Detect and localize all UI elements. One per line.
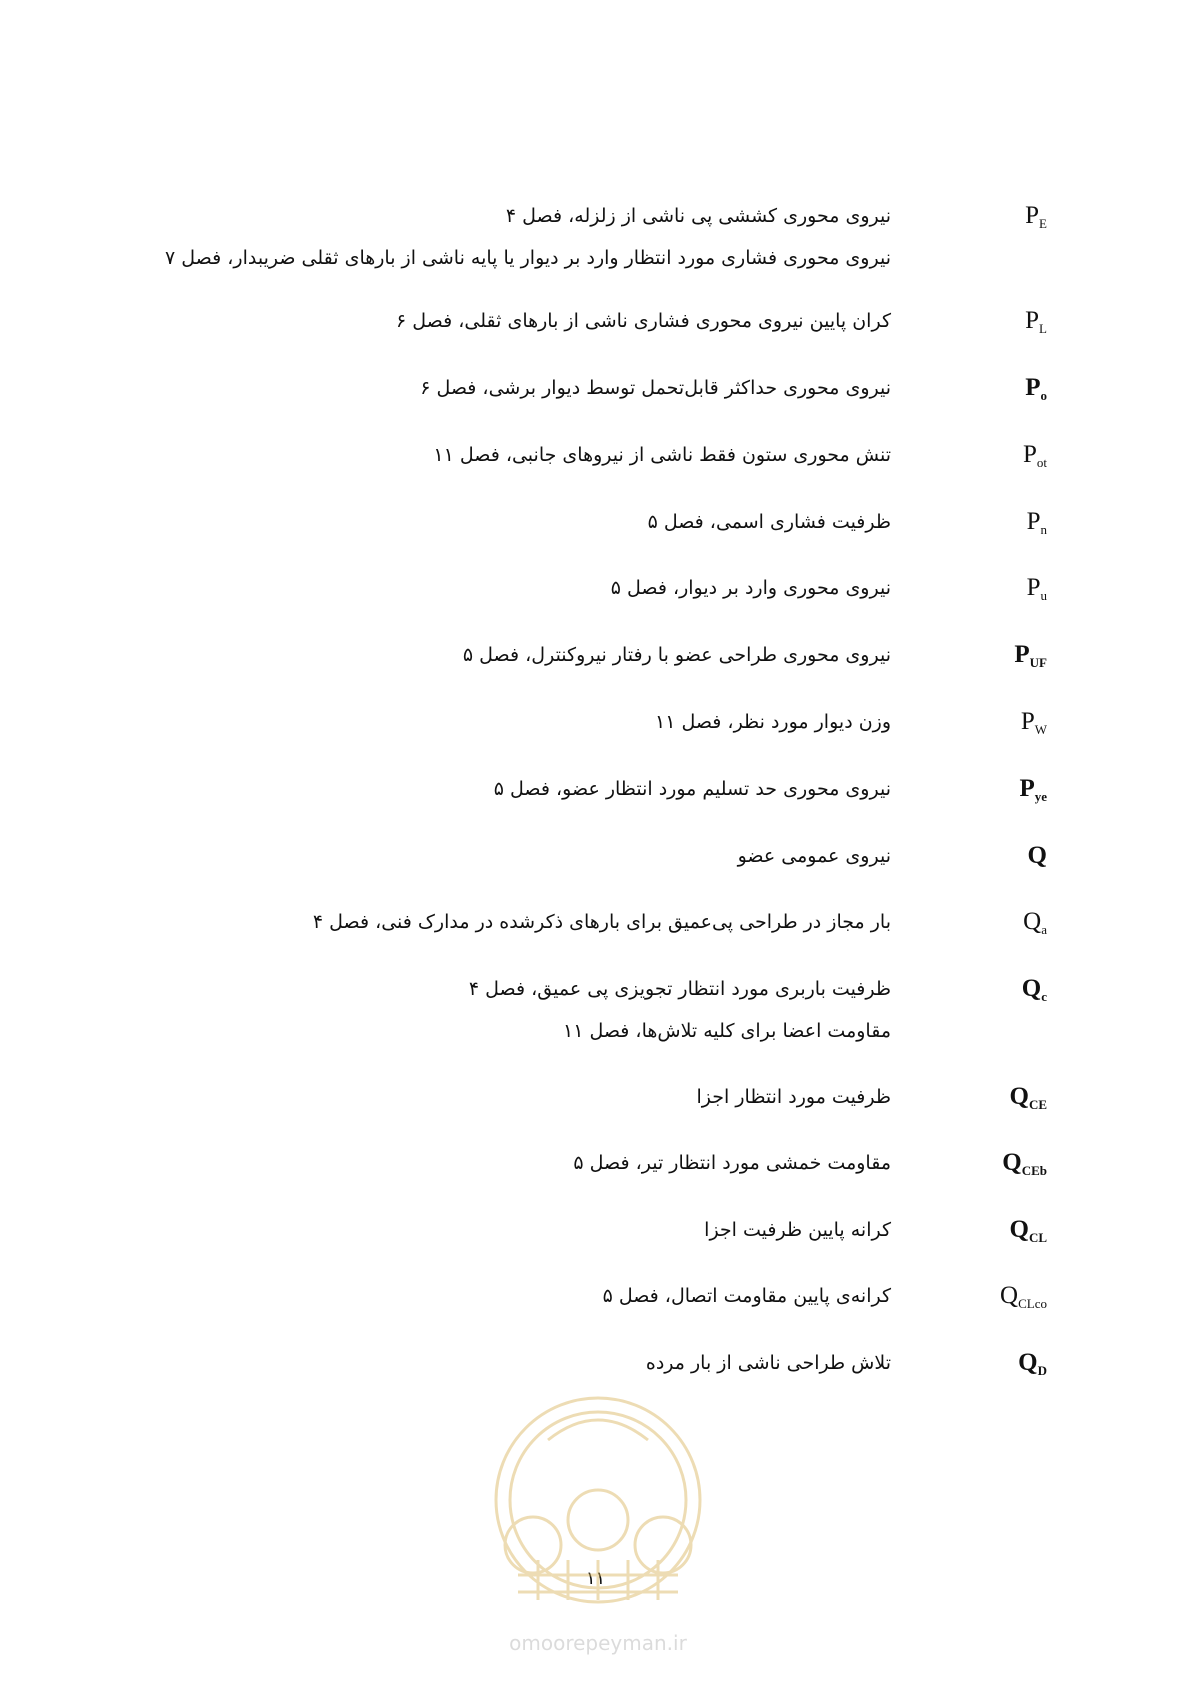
symbol-subscript: W	[1034, 722, 1047, 737]
symbol-subscript: E	[1039, 216, 1047, 231]
symbol-base: Q	[1021, 975, 1042, 1002]
symbol-description: نیروی محوری کششی پی ناشی از زلزله، فصل ۴	[505, 205, 891, 227]
symbol	[927, 769, 1047, 809]
symbol-subscript: o	[1040, 388, 1047, 403]
watermark-seal	[478, 1360, 718, 1660]
symbol-subscript: n	[1040, 522, 1047, 537]
symbol-base: Q	[1018, 1349, 1038, 1376]
symbol-base: P	[1020, 708, 1035, 735]
symbol-entry	[0, 836, 1191, 876]
symbol-base: P	[1022, 441, 1037, 468]
symbol-base: Q	[1000, 1282, 1019, 1309]
symbol-subscript: ye	[1034, 789, 1047, 804]
page-number: ۱۱	[585, 1568, 606, 1588]
symbol-entry	[0, 435, 1191, 475]
symbol	[927, 301, 1047, 341]
symbol-description: نیروی محوری فشاری مورد انتظار وارد بر دیوار یا پایه ناشی از بارهای ثقلی ضریبدار، فصل ۷	[165, 247, 891, 269]
symbol	[927, 1077, 1047, 1117]
symbol-subscript: CEb	[1021, 1163, 1047, 1178]
symbol-description: مقاومت خمشی مورد انتظار تیر، فصل ۵	[573, 1152, 891, 1174]
symbol-entry	[0, 568, 1191, 608]
symbol	[927, 568, 1047, 608]
symbol	[927, 1276, 1047, 1316]
symbol-description: کرانه‌ی پایین مقاومت اتصال، فصل ۵	[602, 1285, 891, 1307]
symbol-base: P	[1025, 374, 1041, 401]
symbol-entry	[0, 769, 1191, 809]
symbol-subscript: ot	[1036, 455, 1047, 470]
symbol-description: ظرفیت باربری مورد انتظار تجویزی پی عمیق، فصل ۴	[468, 978, 891, 1000]
watermark-text: omoorepeyman.ir	[509, 1631, 687, 1655]
symbol	[927, 969, 1047, 1009]
symbol-description: وزن دیوار مورد نظر، فصل ۱۱	[654, 711, 891, 733]
symbol-subscript: L	[1039, 321, 1047, 336]
symbol-description: تلاش طراحی ناشی از بار مرده	[645, 1352, 891, 1374]
symbol-entry	[0, 1210, 1191, 1250]
symbol-base: P	[1019, 775, 1035, 802]
symbol-entry	[0, 1077, 1191, 1117]
symbol	[927, 502, 1047, 542]
symbol-entry	[0, 1276, 1191, 1316]
symbol-subscript: D	[1037, 1363, 1047, 1378]
symbol-subscript: CL	[1028, 1230, 1047, 1245]
symbol	[927, 902, 1047, 942]
symbol	[927, 1210, 1047, 1250]
symbol-base: P	[1026, 574, 1041, 601]
symbol	[927, 836, 1047, 876]
symbol-entry	[0, 502, 1191, 542]
symbol-entry	[0, 196, 1191, 269]
symbol-description: کرانه پایین ظرفیت اجزا	[704, 1219, 891, 1241]
symbol-base: Q	[1009, 1216, 1029, 1243]
symbol-description: کران پایین نیروی محوری فشاری ناشی از بارهای ثقلی، فصل ۶	[396, 310, 891, 332]
symbol	[927, 1343, 1047, 1383]
symbol-subscript: CE	[1028, 1097, 1047, 1112]
symbol	[927, 196, 1047, 236]
symbol-description: تنش محوری ستون فقط ناشی از نیروهای جانبی، فصل ۱۱	[433, 444, 891, 466]
symbol-entry	[0, 635, 1191, 675]
symbol	[927, 1143, 1047, 1183]
symbol-entry	[0, 702, 1191, 742]
symbol-base: Q	[1027, 842, 1047, 869]
symbol-description: بار مجاز در طراحی پی‌عمیق برای بارهای ذکرشده در مدارک فنی، فصل ۴	[312, 911, 891, 933]
symbol-base: P	[1025, 307, 1040, 334]
symbol-entry	[0, 1143, 1191, 1183]
symbol-base: Q	[1009, 1083, 1029, 1110]
symbol-description: نیروی عمومی عضو	[737, 845, 891, 867]
symbol-subscript: u	[1040, 588, 1047, 603]
symbol	[927, 702, 1047, 742]
symbol-subscript: c	[1041, 989, 1047, 1004]
symbol-description: نیروی محوری حداکثر قابل‌تحمل توسط دیوار برشی، فصل ۶	[420, 377, 891, 399]
symbol-description: نیروی محوری طراحی عضو با رفتار نیروکنترل، فصل ۵	[462, 644, 891, 666]
symbol-entry	[0, 301, 1191, 341]
symbol-base: Q	[1023, 908, 1042, 935]
symbol-subscript: UF	[1029, 655, 1047, 670]
symbol-entry	[0, 368, 1191, 408]
symbol-entry	[0, 902, 1191, 942]
symbol	[927, 635, 1047, 675]
symbol-description: ظرفیت فشاری اسمی، فصل ۵	[647, 511, 891, 533]
symbol-description: نیروی محوری وارد بر دیوار، فصل ۵	[610, 577, 891, 599]
symbol-description: ظرفیت مورد انتظار اجزا	[696, 1086, 891, 1108]
symbol-description: مقاومت اعضا برای کلیه تلاش‌ها، فصل ۱۱	[562, 1020, 891, 1042]
symbol	[927, 368, 1047, 408]
symbol-subscript: a	[1041, 922, 1047, 937]
symbol-base: P	[1026, 508, 1041, 535]
symbol-subscript: CLco	[1018, 1296, 1047, 1311]
symbol	[927, 435, 1047, 475]
symbol-entry	[0, 969, 1191, 1042]
symbol-base: P	[1025, 202, 1040, 229]
symbol-base: Q	[1002, 1149, 1022, 1176]
symbol-description: نیروی محوری حد تسلیم مورد انتظار عضو، فصل ۵	[493, 778, 891, 800]
symbol-base: P	[1014, 641, 1030, 668]
